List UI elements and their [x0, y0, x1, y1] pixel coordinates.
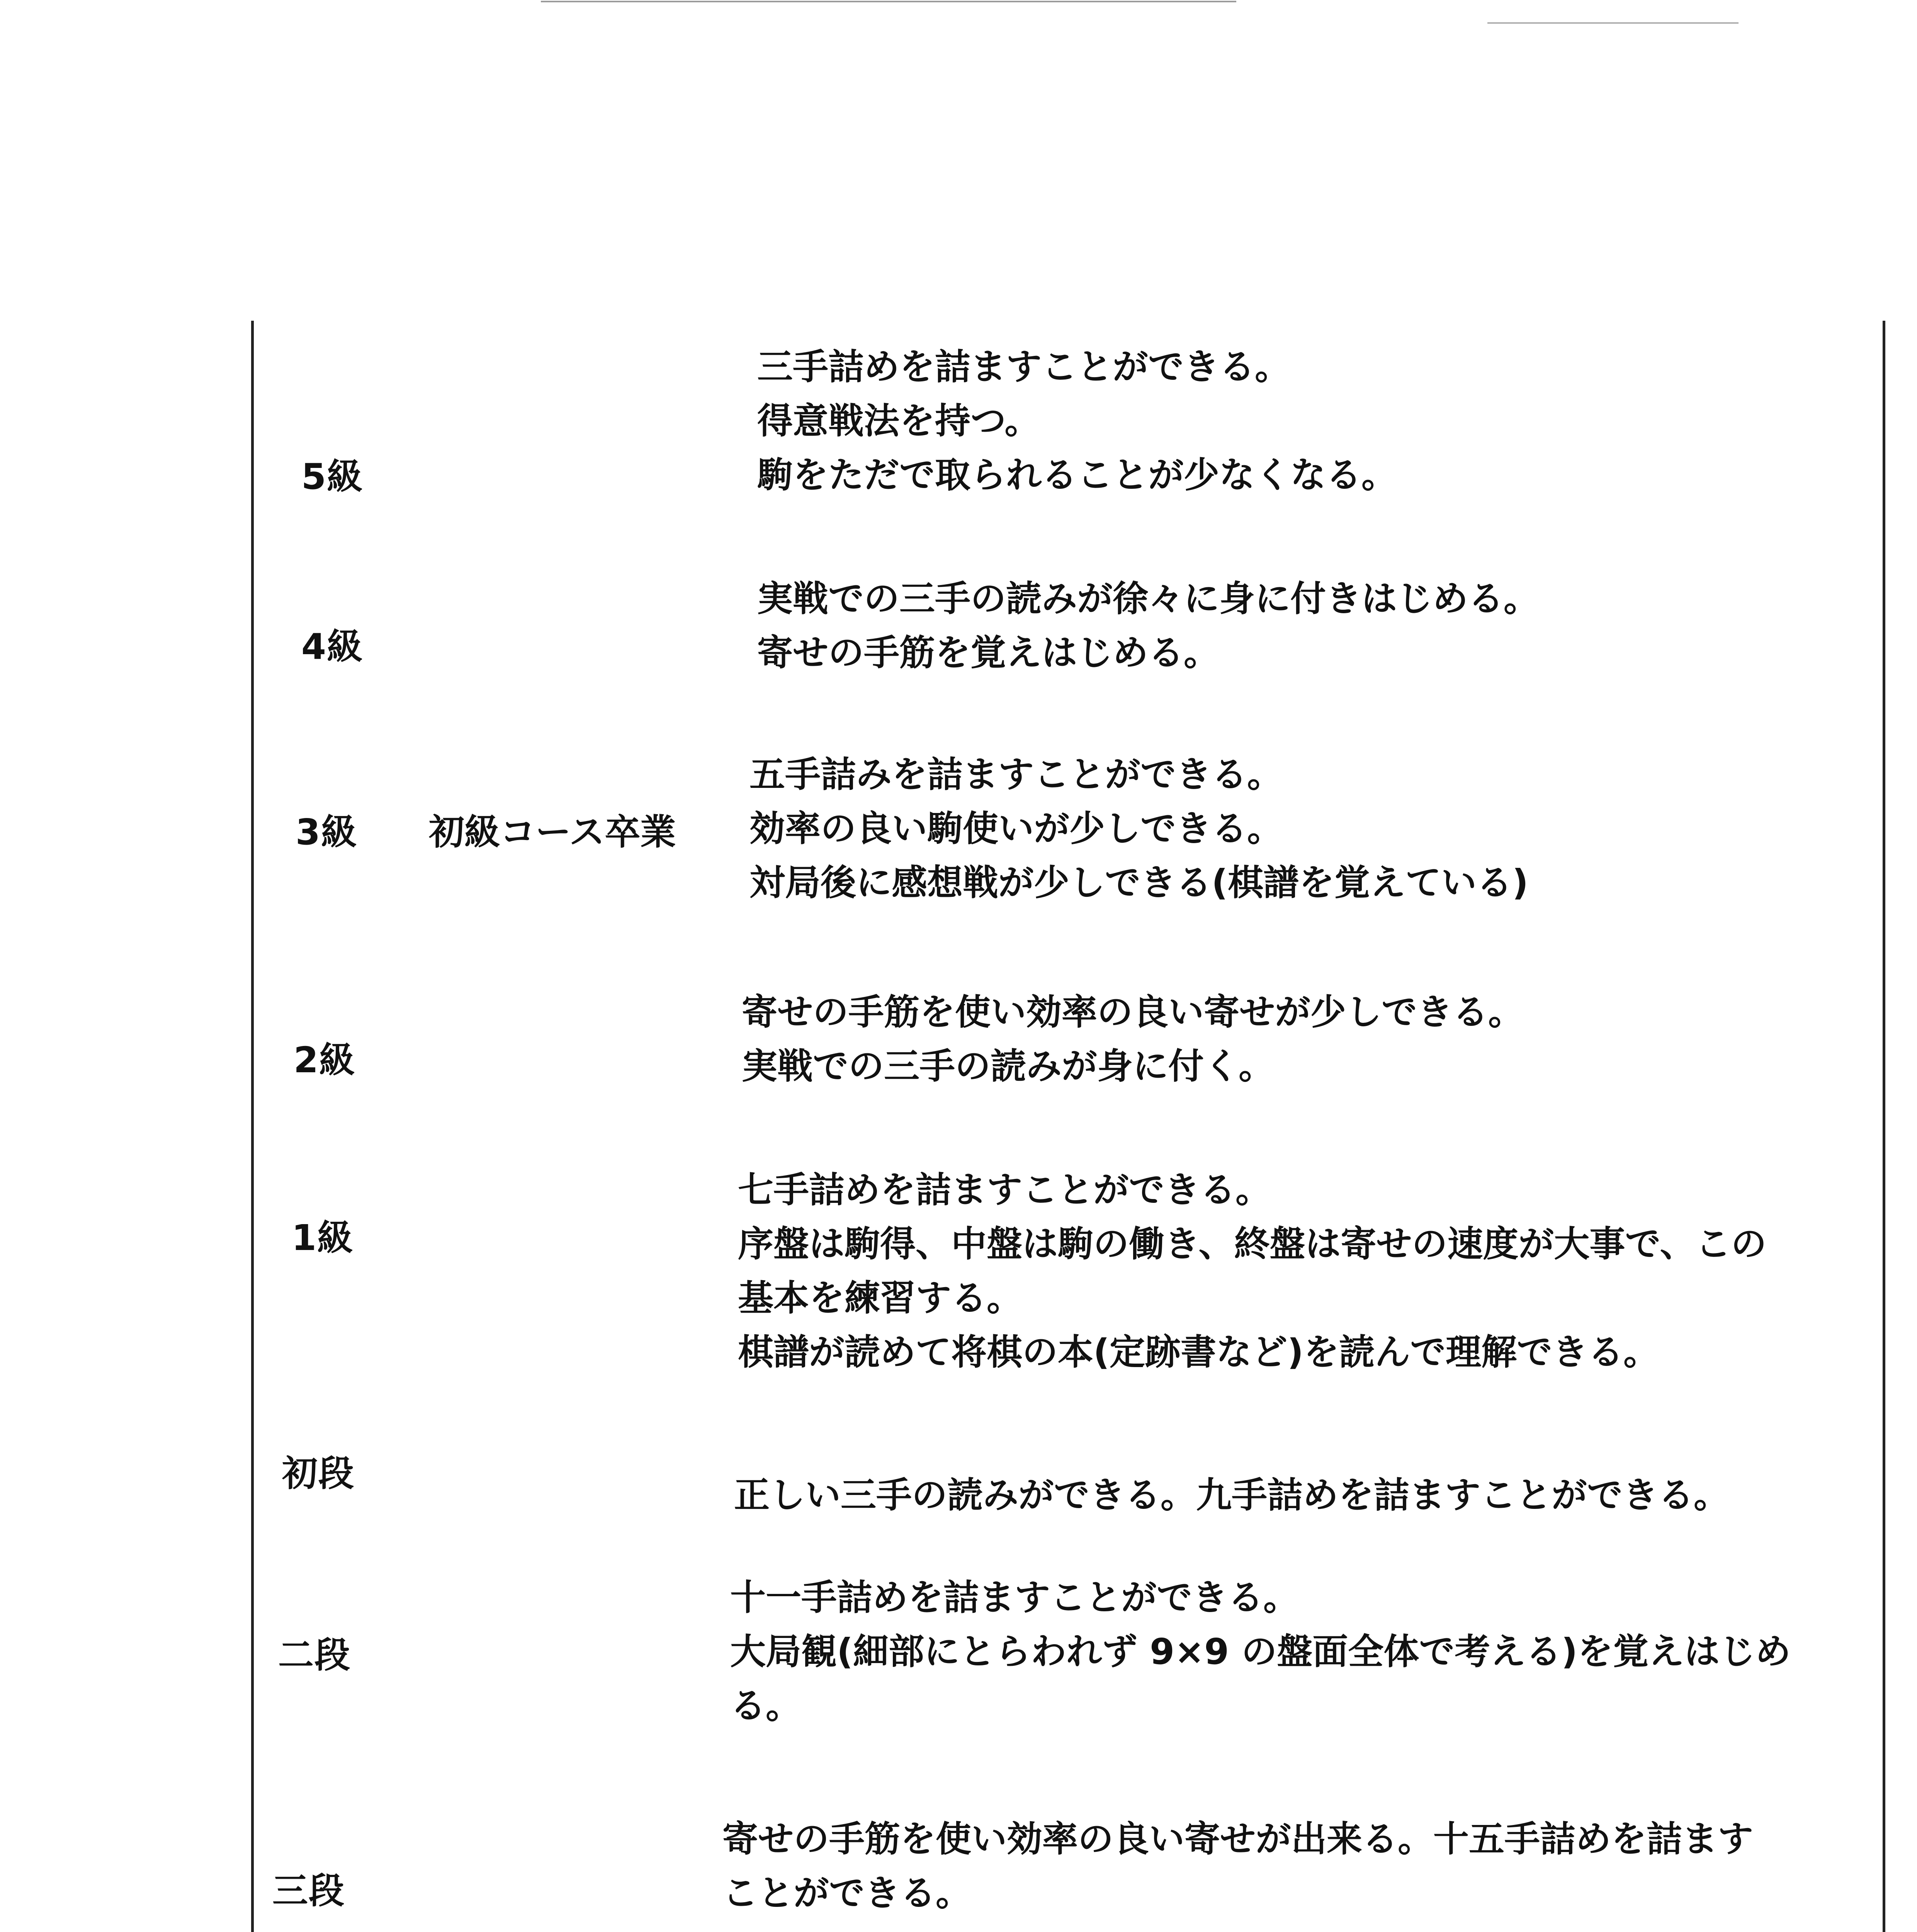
description-line: 実戦での三手の読みが身に付く。	[742, 1046, 1275, 1087]
rank-description	[738, 1163, 1766, 1379]
description-line: 得意戦法を持つ。	[757, 400, 1040, 442]
rank-label: 2級	[294, 1039, 356, 1081]
rank-description	[722, 1812, 1753, 1920]
rank-label: 1級	[292, 1217, 354, 1259]
rank-description	[757, 572, 1539, 680]
description-line: 七手詰めを詰ますことができる。	[738, 1169, 1271, 1211]
rank-label: 二段	[278, 1634, 351, 1676]
rank-label: 4級	[301, 626, 364, 667]
description-line: 効率の良い駒使いが少しできる。	[749, 808, 1283, 849]
description-line: 寄せの手筋を使い効率の良い寄せが出来る。十五手詰めを詰ます	[722, 1818, 1754, 1860]
description-line: 三手詰めを詰ますことができる。	[757, 346, 1291, 388]
rank-label: 三段	[272, 1870, 345, 1912]
course-label: 初級コース卒業	[429, 811, 676, 853]
description-line: 五手詰みを詰ますことができる。	[749, 754, 1283, 795]
rank-label: 初段	[282, 1453, 355, 1494]
description-line: 寄せの手筋を覚えはじめる。	[757, 632, 1220, 673]
description-line: 序盤は駒得、中盤は駒の働き、終盤は寄せの速度が大事で、この	[738, 1223, 1767, 1265]
rank-description	[749, 748, 1528, 910]
rank-description	[734, 1468, 1729, 1522]
description-line: 実戦での三手の読みが徐々に身に付きはじめる。	[757, 578, 1540, 619]
description-line: 対局後に感想戦が少しできる(棋譜を覚えている)	[749, 862, 1529, 903]
description-line: 寄せの手筋を使い効率の良い寄せが少しできる。	[742, 992, 1524, 1033]
rank-label: 3級	[296, 811, 358, 853]
description-line: 棋譜が読めて将棋の本(定跡書など)を読んで理解できる。	[738, 1332, 1659, 1373]
description-line: 駒をただで取られることが少なくなる。	[757, 454, 1397, 496]
rank-description	[742, 985, 1524, 1094]
scan-artifact-line	[1487, 22, 1739, 24]
description-line: 基本を練習する。	[738, 1277, 1023, 1319]
description-line: ことができる。	[722, 1872, 972, 1914]
description-line: 大局観(細部にとらわれず 9×9 の盤面全体で考える)を覚えはじめ	[730, 1631, 1791, 1672]
scan-artifact-line	[541, 1, 1236, 2]
rank-label: 5級	[301, 456, 364, 497]
description-line: 十一手詰めを詰ますことができる。	[730, 1577, 1299, 1618]
rank-description	[730, 1571, 1791, 1733]
description-line: る。	[730, 1685, 802, 1726]
description-line: 正しい三手の読みができる。九手詰めを詰ますことができる。	[734, 1475, 1730, 1516]
rank-description	[757, 340, 1397, 502]
